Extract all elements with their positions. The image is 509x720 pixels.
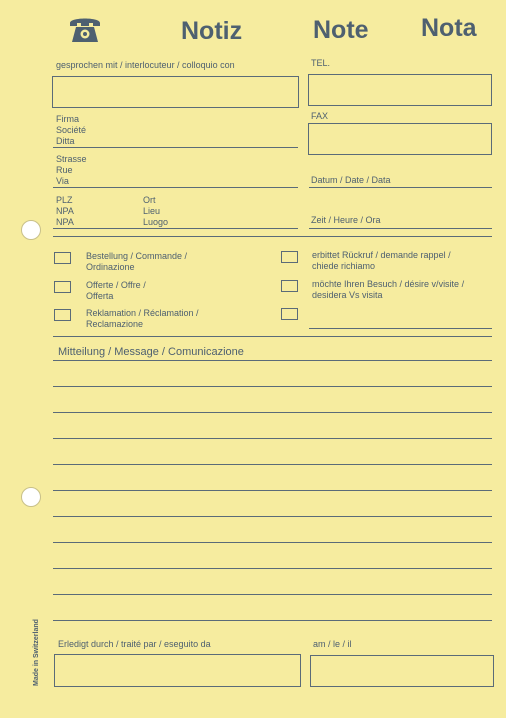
punch-hole-bottom (21, 487, 41, 507)
date-label: Datum / Date / Data (311, 175, 391, 185)
punch-hole-top (21, 220, 41, 240)
message-line[interactable] (53, 516, 492, 517)
time-line[interactable] (309, 228, 492, 229)
message-line[interactable] (53, 464, 492, 465)
visit-label: möchte Ihren Besuch / désire v/visite / desidera Vs visita (312, 279, 465, 300)
callback-label: erbittet Rückruf / demande rappel / chiede richiamo (312, 250, 451, 271)
message-line[interactable] (53, 568, 492, 569)
company-label: Firma Société Ditta (56, 114, 87, 146)
date-line[interactable] (309, 187, 492, 188)
tel-label: TEL. (311, 58, 331, 68)
message-line[interactable] (53, 386, 492, 387)
message-line[interactable] (53, 490, 492, 491)
message-line[interactable] (53, 360, 492, 361)
fax-label: FAX (311, 111, 329, 121)
date-done-field[interactable] (310, 655, 494, 687)
visit-checkbox[interactable] (281, 280, 298, 292)
callback-checkbox[interactable] (281, 251, 298, 263)
section-divider (53, 236, 492, 237)
offer-checkbox[interactable] (54, 281, 71, 293)
address-line[interactable] (53, 228, 298, 229)
company-line[interactable] (53, 147, 298, 148)
title-german: Notiz (181, 17, 243, 45)
message-divider (53, 336, 492, 337)
message-line[interactable] (53, 620, 492, 621)
time-label: Zeit / Heure / Ora (311, 215, 381, 225)
street-label: Strasse Rue Via (56, 154, 87, 186)
date-done-label: am / le / il (313, 639, 352, 649)
fax-field[interactable] (308, 123, 492, 155)
telephone-icon (67, 14, 103, 44)
done-by-field[interactable] (54, 654, 301, 687)
place-label: Ort Lieu Luogo (143, 195, 169, 227)
message-line[interactable] (53, 542, 492, 543)
postcode-label: PLZ NPA NPA (56, 195, 74, 227)
message-line[interactable] (53, 594, 492, 595)
spoken-with-label: gesprochen mit / interlocuteur / colloquio con (56, 60, 235, 70)
offer-label: Offerte / Offre / Offerta (86, 280, 146, 301)
message-label: Mitteilung / Message / Comunicazione (58, 346, 244, 358)
other-checkbox[interactable] (281, 308, 298, 320)
made-in-label: Made in Switzerland (33, 619, 40, 686)
other-line[interactable] (309, 328, 492, 329)
title-french: Note (313, 16, 369, 44)
message-line[interactable] (53, 412, 492, 413)
message-line[interactable] (53, 438, 492, 439)
order-label: Bestellung / Commande / Ordinazione (86, 251, 188, 272)
done-by-label: Erledigt durch / traité par / eseguito da (58, 639, 211, 649)
order-checkbox[interactable] (54, 252, 71, 264)
complaint-checkbox[interactable] (54, 309, 71, 321)
complaint-label: Reklamation / Réclamation / Reclamazione (86, 308, 199, 329)
spoken-with-field[interactable] (52, 76, 299, 108)
street-line[interactable] (53, 187, 298, 188)
tel-field[interactable] (308, 74, 492, 106)
title-italian: Nota (421, 14, 477, 42)
